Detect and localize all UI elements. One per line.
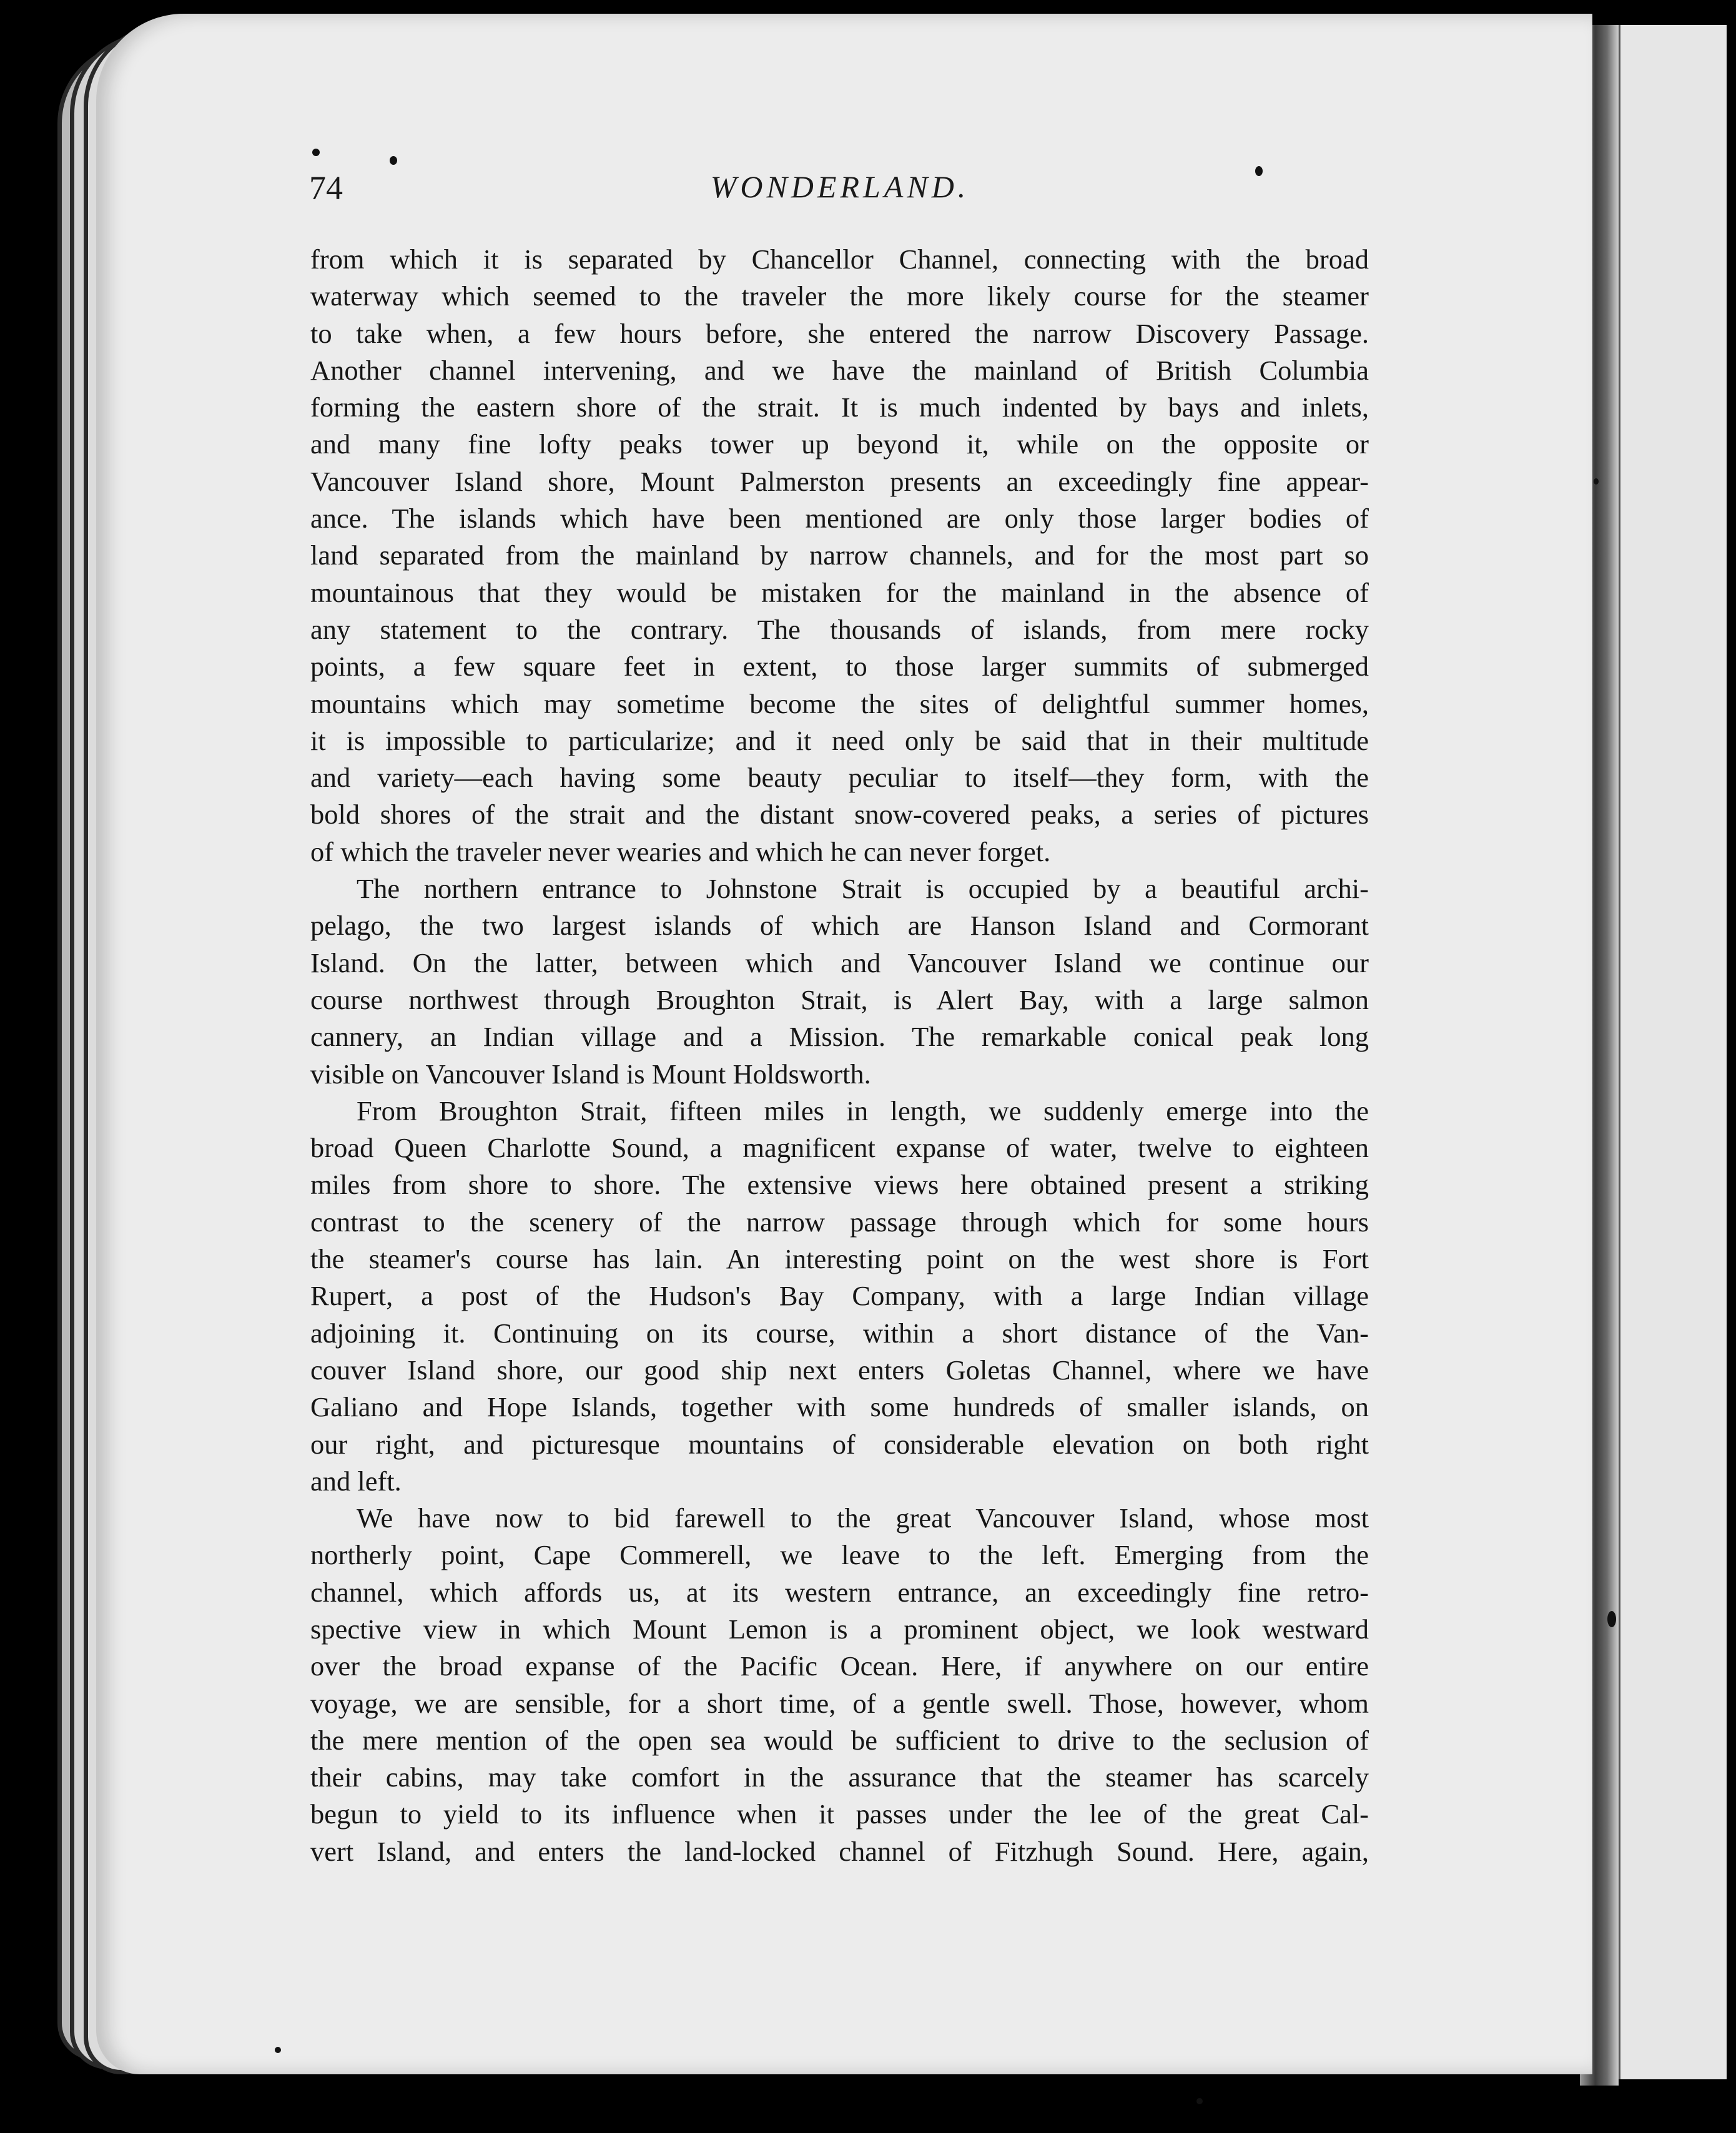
scan-speck	[275, 2047, 281, 2053]
text-line: couver Island shore, our good ship next enters Goletas Channel, where we have	[310, 1354, 1369, 1386]
text-line: northerly point, Cape Commerell, we leave to the left. Emerging from the	[310, 1539, 1369, 1571]
text-line: miles from shore to shore. The extensive views here obtained present a striking	[310, 1169, 1369, 1201]
scan-speck	[1594, 478, 1599, 485]
text-line: begun to yield to its influence when it passes under the lee of the great Cal-	[310, 1798, 1369, 1830]
page-number: 74	[309, 169, 343, 207]
text-line: mountainous that they would be mistaken for the mainland in the absence of	[310, 576, 1369, 608]
scan-speck	[1607, 1611, 1616, 1627]
text-line: the mere mention of the open sea would be sufficient to drive to the seclusion of	[310, 1724, 1369, 1756]
scan-speck	[1255, 166, 1263, 176]
text-line: vert Island, and enters the land-locked channel of Fitzhugh Sound. Here, again,	[310, 1835, 1369, 1867]
text-line: of which the traveler never wearies and which he can never forget.	[310, 835, 1051, 867]
text-line: and left.	[310, 1465, 402, 1497]
text-line: over the broad expanse of the Pacific Ocean. Here, if anywhere on our entire	[310, 1650, 1369, 1682]
text-line: from which it is separated by Chancellor Channel, connecting with the broad	[310, 244, 1369, 275]
text-line: their cabins, may take comfort in the assurance that the steamer has scarcely	[310, 1761, 1369, 1793]
text-line: Rupert, a post of the Hudson's Bay Company, with a large Indian village	[310, 1280, 1369, 1312]
body-text	[310, 241, 1369, 1870]
text-line: We have now to bid farewell to the great Vancouver Island, whose most	[357, 1502, 1369, 1534]
text-line: waterway which seemed to the traveler the more likely course for the steamer	[310, 280, 1369, 312]
text-line: bold shores of the strait and the distant snow-covered peaks, a series of pictures	[310, 799, 1369, 830]
text-line: channel, which affords us, at its western entrance, an exceedingly fine retro-	[310, 1576, 1369, 1608]
text-line: mountains which may sometime become the sites of delightful summer homes,	[310, 687, 1369, 719]
running-title: WONDERLAND.	[710, 169, 970, 204]
text-line: cannery, an Indian village and a Mission. The remarkable conical peak long	[310, 1021, 1369, 1053]
text-line: it is impossible to particularize; and it need only be said that in their multitude	[310, 724, 1369, 756]
text-line: spective view in which Mount Lemon is a prominent object, we look westward	[310, 1613, 1369, 1645]
scan-speck	[1196, 2098, 1203, 2104]
text-line: and many fine lofty peaks tower up beyond it, while on the opposite or	[310, 428, 1369, 460]
scan-speck	[312, 149, 320, 156]
text-line: Vancouver Island shore, Mount Palmerston presents an exceedingly fine appear-	[310, 465, 1369, 497]
scan-speck	[390, 156, 397, 165]
text-line: voyage, we are sensible, for a short time, of a gentle swell. Those, however, whom	[310, 1687, 1369, 1719]
text-line: any statement to the contrary. The thousands of islands, from mere rocky	[310, 613, 1369, 645]
text-line: our right, and picturesque mountains of considerable elevation on both right	[310, 1428, 1369, 1460]
text-line: pelago, the two largest islands of which are Hanson Island and Cormorant	[310, 910, 1369, 942]
text-line: Galiano and Hope Islands, together with some hundreds of smaller islands, on	[310, 1391, 1369, 1423]
text-line: forming the eastern shore of the strait. It is much indented by bays and inlets,	[310, 392, 1369, 423]
text-line: visible on Vancouver Island is Mount Holdsworth.	[310, 1058, 871, 1090]
text-line: the steamer's course has lain. An interesting point on the west shore is Fort	[310, 1243, 1369, 1275]
text-line: contrast to the scenery of the narrow passage through which for some hours	[310, 1206, 1369, 1238]
text-line: broad Queen Charlotte Sound, a magnificent expanse of water, twelve to eighteen	[310, 1132, 1369, 1164]
text-line: points, a few square feet in extent, to those larger summits of submerged	[310, 651, 1369, 682]
text-line: Island. On the latter, between which and Vancouver Island we continue our	[310, 947, 1369, 978]
page-header	[309, 169, 1371, 219]
text-line: ance. The islands which have been mentioned are only those larger bodies of	[310, 503, 1369, 534]
facing-page	[1619, 25, 1727, 2079]
text-line: course northwest through Broughton Strait, is Alert Bay, with a large salmon	[310, 983, 1369, 1015]
text-line: adjoining it. Continuing on its course, within a short distance of the Van-	[310, 1317, 1369, 1349]
text-line: and variety—each having some beauty peculiar to itself—they form, with the	[310, 762, 1369, 794]
text-line: The northern entrance to Johnstone Strait is occupied by a beautiful archi-	[357, 873, 1369, 905]
text-line: From Broughton Strait, fifteen miles in length, we suddenly emerge into the	[357, 1095, 1369, 1126]
text-line: land separated from the mainland by narrow channels, and for the most part so	[310, 539, 1369, 571]
text-line: to take when, a few hours before, she entered the narrow Discovery Passage.	[310, 317, 1369, 349]
text-line: Another channel intervening, and we have the mainland of British Columbia	[310, 354, 1369, 386]
